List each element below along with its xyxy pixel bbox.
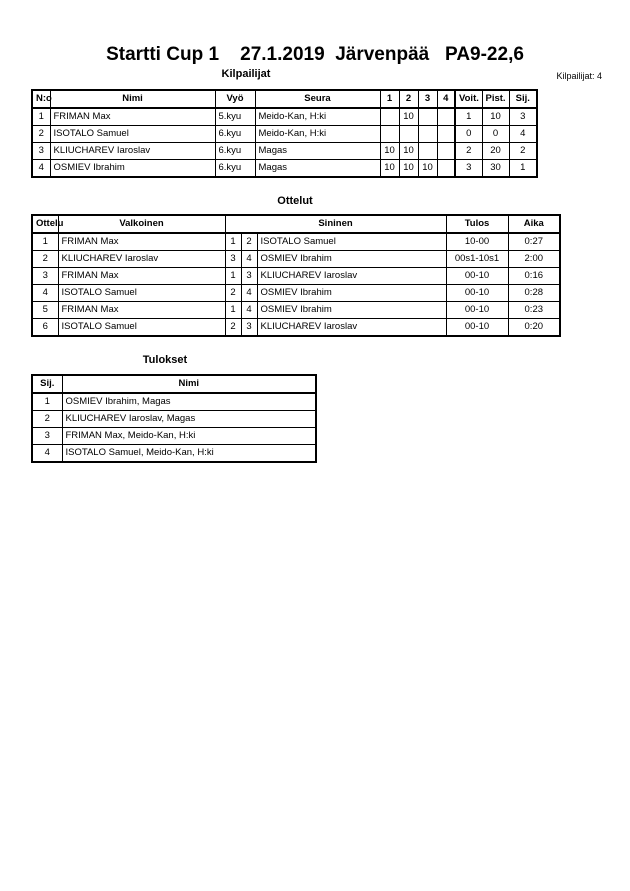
cell: OSMIEV Ibrahim xyxy=(257,285,446,302)
col-header: Nimi xyxy=(62,375,316,393)
cell: 3 xyxy=(32,143,50,160)
cell: 3 xyxy=(32,268,58,285)
cell: FRIMAN Max, Meido-Kan, H:ki xyxy=(62,428,316,445)
table-row xyxy=(32,285,560,302)
col-header: Valkoinen xyxy=(58,215,225,233)
cell: 5 xyxy=(32,302,58,319)
cell: OSMIEV Ibrahim xyxy=(50,160,215,178)
cell: 2:00 xyxy=(508,251,560,268)
cell: 3 xyxy=(32,428,62,445)
page-title: Startti Cup 1 27.1.2019 Järvenpää PA9-22,6 xyxy=(106,44,524,65)
cell: 10 xyxy=(399,143,418,160)
competitor-count: Kilpailijat: 4 xyxy=(556,71,602,81)
cell xyxy=(418,108,437,126)
cell: ISOTALO Samuel xyxy=(58,285,225,302)
col-header: Vyö xyxy=(215,90,255,108)
cell xyxy=(418,143,437,160)
cell: FRIMAN Max xyxy=(50,108,215,126)
cell: 3 xyxy=(455,160,482,178)
col-header: Aika xyxy=(508,215,560,233)
competitors-header-row xyxy=(32,90,537,108)
cell: 0:27 xyxy=(508,233,560,251)
cell: 0 xyxy=(482,126,509,143)
cell xyxy=(437,143,455,160)
cell: 2 xyxy=(509,143,537,160)
col-header: Pist. xyxy=(482,90,509,108)
cell: 2 xyxy=(241,233,257,251)
cell: 4 xyxy=(32,160,50,178)
cell: 3 xyxy=(509,108,537,126)
cell: 2 xyxy=(32,411,62,428)
cell: KLIUCHAREV Iaroslav xyxy=(58,251,225,268)
cell: Magas xyxy=(255,143,380,160)
cell: 4 xyxy=(241,251,257,268)
cell: 0:16 xyxy=(508,268,560,285)
col-header: 3 xyxy=(418,90,437,108)
cell: ISOTALO Samuel xyxy=(257,233,446,251)
cell: ISOTALO Samuel xyxy=(50,126,215,143)
col-header: Sininen xyxy=(225,215,446,233)
cell: 00-10 xyxy=(446,302,508,319)
col-header: Voit. xyxy=(455,90,482,108)
table-row xyxy=(32,411,316,428)
cell: 10-00 xyxy=(446,233,508,251)
col-header: Ottelu xyxy=(32,215,58,233)
cell: 4 xyxy=(241,302,257,319)
cell xyxy=(399,126,418,143)
table-row xyxy=(32,126,537,143)
cell: 10 xyxy=(380,160,399,178)
cell: 10 xyxy=(399,160,418,178)
cell: 0:23 xyxy=(508,302,560,319)
cell: 00-10 xyxy=(446,268,508,285)
cell: 1 xyxy=(509,160,537,178)
cell: FRIMAN Max xyxy=(58,233,225,251)
cell: OSMIEV Ibrahim xyxy=(257,251,446,268)
cell: 10 xyxy=(399,108,418,126)
cell: 1 xyxy=(225,233,241,251)
cell: 2 xyxy=(225,319,241,337)
cell: 10 xyxy=(482,108,509,126)
cell: FRIMAN Max xyxy=(58,302,225,319)
cell: 5.kyu xyxy=(215,108,255,126)
cell: 3 xyxy=(241,268,257,285)
cell: 2 xyxy=(32,251,58,268)
cell: 00-10 xyxy=(446,285,508,302)
cell: 6.kyu xyxy=(215,143,255,160)
cell: 1 xyxy=(455,108,482,126)
table-row xyxy=(32,143,537,160)
col-header: Sij. xyxy=(509,90,537,108)
cell xyxy=(437,126,455,143)
competitors-heading: Kilpailijat xyxy=(221,68,271,80)
results-table xyxy=(31,374,317,463)
col-header: Seura xyxy=(255,90,380,108)
matches-heading: Ottelut xyxy=(277,195,313,207)
matches-header-row xyxy=(32,215,560,233)
cell: 2 xyxy=(455,143,482,160)
cell: 1 xyxy=(225,268,241,285)
cell: KLIUCHAREV Iaroslav xyxy=(257,319,446,337)
col-header: Tulos xyxy=(446,215,508,233)
table-row xyxy=(32,251,560,268)
cell: 2 xyxy=(32,126,50,143)
cell: 00-10 xyxy=(446,319,508,337)
cell: 00s1-10s1 xyxy=(446,251,508,268)
cell xyxy=(437,108,455,126)
cell: 4 xyxy=(509,126,537,143)
cell: Meido-Kan, H:ki xyxy=(255,126,380,143)
cell: 10 xyxy=(418,160,437,178)
table-row xyxy=(32,233,560,251)
cell xyxy=(380,126,399,143)
col-header: N:o xyxy=(32,90,50,108)
cell: 6 xyxy=(32,319,58,337)
cell xyxy=(418,126,437,143)
cell: OSMIEV Ibrahim, Magas xyxy=(62,393,316,411)
cell: OSMIEV Ibrahim xyxy=(257,302,446,319)
cell: 3 xyxy=(241,319,257,337)
cell: 6.kyu xyxy=(215,160,255,178)
table-row xyxy=(32,268,560,285)
cell: 0 xyxy=(455,126,482,143)
table-row xyxy=(32,302,560,319)
table-row xyxy=(32,160,537,178)
results-header-row xyxy=(32,375,316,393)
cell: 1 xyxy=(32,233,58,251)
table-row xyxy=(32,108,537,126)
cell xyxy=(380,108,399,126)
cell: 3 xyxy=(225,251,241,268)
cell: 4 xyxy=(241,285,257,302)
table-row xyxy=(32,445,316,463)
cell: 1 xyxy=(32,108,50,126)
cell: 10 xyxy=(380,143,399,160)
competitors-table xyxy=(31,89,538,178)
cell: ISOTALO Samuel, Meido-Kan, H:ki xyxy=(62,445,316,463)
cell: 6.kyu xyxy=(215,126,255,143)
col-header: Sij. xyxy=(32,375,62,393)
col-header: Nimi xyxy=(50,90,215,108)
cell: 4 xyxy=(32,285,58,302)
table-row xyxy=(32,393,316,411)
cell: Meido-Kan, H:ki xyxy=(255,108,380,126)
col-header: 4 xyxy=(437,90,455,108)
table-row xyxy=(32,319,560,337)
table-row xyxy=(32,428,316,445)
cell: 20 xyxy=(482,143,509,160)
cell: KLIUCHAREV Iaroslav, Magas xyxy=(62,411,316,428)
col-header: 1 xyxy=(380,90,399,108)
cell: FRIMAN Max xyxy=(58,268,225,285)
cell: 30 xyxy=(482,160,509,178)
cell: 1 xyxy=(225,302,241,319)
cell: 0:20 xyxy=(508,319,560,337)
results-heading: Tulokset xyxy=(142,354,188,366)
cell: 2 xyxy=(225,285,241,302)
cell: KLIUCHAREV Iaroslav xyxy=(257,268,446,285)
col-header: 2 xyxy=(399,90,418,108)
cell: 4 xyxy=(32,445,62,463)
cell: 0:28 xyxy=(508,285,560,302)
cell xyxy=(437,160,455,178)
matches-table xyxy=(31,214,561,337)
cell: 1 xyxy=(32,393,62,411)
cell: Magas xyxy=(255,160,380,178)
cell: ISOTALO Samuel xyxy=(58,319,225,337)
cell: KLIUCHAREV Iaroslav xyxy=(50,143,215,160)
